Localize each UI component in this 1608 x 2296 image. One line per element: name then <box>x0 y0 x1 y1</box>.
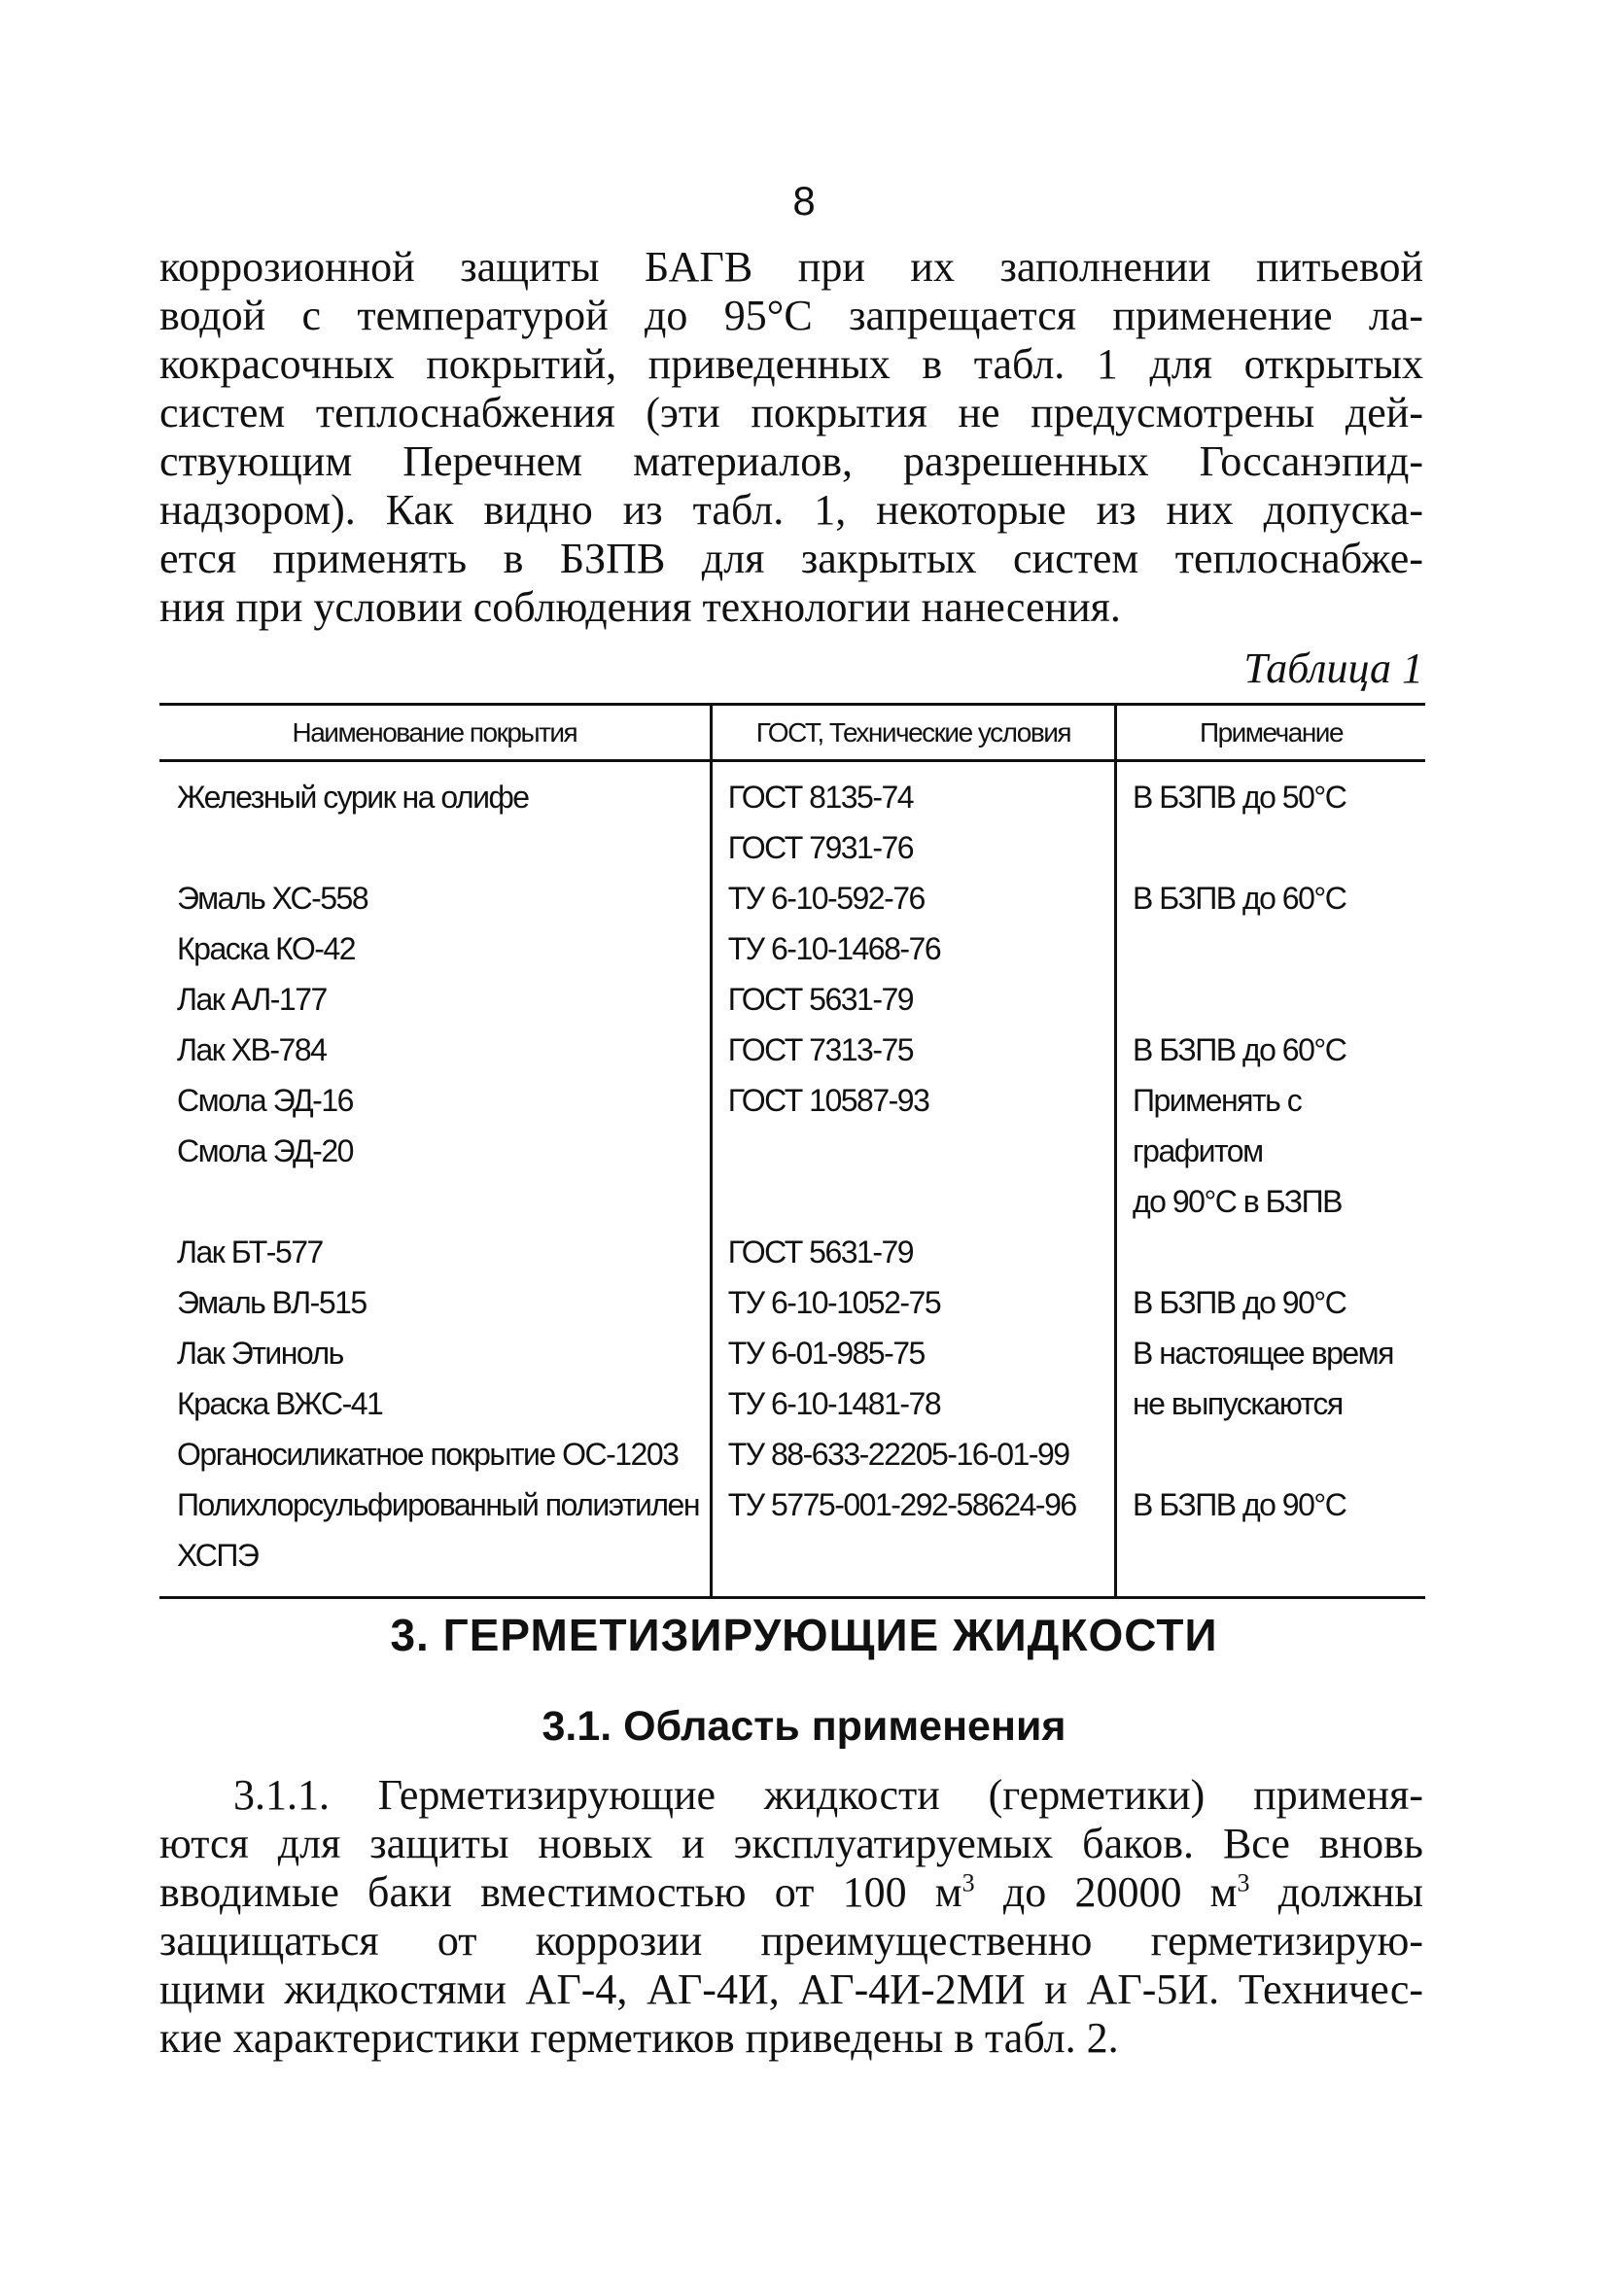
cell-coating-name: Эмаль ВЛ-515 <box>177 1285 367 1320</box>
cell-note <box>1116 978 1426 1028</box>
paragraph-3-1-1 <box>159 1771 1423 2063</box>
text-fragment: вводимые баки вместимостью от 100 м <box>159 1868 962 1916</box>
table-header-row <box>159 705 1425 761</box>
cell-standard: ТУ 6-01-985-75 <box>711 1332 1115 1382</box>
cell-note: В БЗПВ до 50°С <box>1116 761 1426 827</box>
text-fragment: до 20000 м <box>974 1868 1238 1916</box>
intro-line: кокрасочных покрытий, приведенных в табл. 1 для открытых <box>159 340 1423 388</box>
table-row <box>159 1483 1425 1534</box>
cell-standard: ТУ 88-633-22205-16-01-99 <box>711 1433 1115 1483</box>
intro-line: ствующим Перечнем материалов, разрешенных Госсанэпид- <box>159 437 1423 485</box>
cell-note: Применять с <box>1116 1079 1426 1130</box>
cell-standard: ГОСТ 5631-79 <box>711 1231 1115 1281</box>
intro-paragraph <box>159 243 1423 632</box>
cell-standard: ГОСТ 8135-74 <box>711 761 1115 827</box>
cell-coating-name: Лак Этиноль <box>177 1336 343 1371</box>
cell-standard: ГОСТ 5631-79 <box>711 978 1115 1028</box>
cell-standard: ГОСТ 10587-93 <box>711 1079 1115 1130</box>
cell-note <box>1116 1231 1426 1281</box>
table-row <box>159 1433 1425 1483</box>
cell-coating-name: Органосиликатное покрытие ОС-1203 <box>177 1437 679 1472</box>
intro-line: коррозионной защиты БАГВ при их заполнении питьевой <box>159 243 1423 291</box>
table-row <box>159 1079 1425 1130</box>
cell-note <box>1116 927 1426 978</box>
cell-standard: ТУ 6-10-1468-76 <box>711 927 1115 978</box>
cell-coating-name: ХСПЭ <box>177 1538 259 1573</box>
superscript: 3 <box>961 1868 975 1897</box>
table-row <box>159 1028 1425 1079</box>
table-row <box>159 927 1425 978</box>
paragraph-line: щими жидкостями АГ-4, АГ-4И, АГ-4И-2МИ и АГ-5И. Техничес- <box>159 1966 1423 2013</box>
cell-coating-name: Лак ХВ-784 <box>177 1032 327 1067</box>
paragraph-line: 3.1.1. Герметизирующие жидкости (герметики) применя- <box>233 1771 1423 1819</box>
cell-standard <box>711 1180 1115 1231</box>
cell-note: В БЗПВ до 90°С <box>1116 1281 1426 1332</box>
table-row <box>159 826 1425 877</box>
section-heading: 3. ГЕРМЕТИЗИРУЮЩИЕ ЖИДКОСТИ <box>390 1610 1218 1660</box>
intro-line: надзором). Как видно из табл. 1, некоторые из них допуска- <box>159 486 1423 534</box>
cell-standard <box>711 1130 1115 1180</box>
cell-note <box>1116 1433 1426 1483</box>
cell-note: В настоящее время <box>1116 1332 1426 1382</box>
text-fragment: должны <box>1249 1868 1423 1916</box>
table-row <box>159 978 1425 1028</box>
cell-coating-name: Железный сурик на олифе <box>177 780 529 815</box>
cell-standard: ГОСТ 7931-76 <box>711 826 1115 877</box>
cell-note: В БЗПВ до 60°С <box>1116 877 1426 927</box>
table-row <box>159 1231 1425 1281</box>
cell-standard: ТУ 6-10-1481-78 <box>711 1382 1115 1433</box>
paragraph-line: кие характеристики герметиков приведены в табл. 2. <box>159 2014 1119 2062</box>
column-header-coating: Наименование покрытия <box>159 705 711 761</box>
paragraph-line <box>159 1868 1423 1917</box>
intro-line: систем теплоснабжения (эти покрытия не предусмотрены дей- <box>159 389 1423 436</box>
cell-coating-name: Эмаль ХС-558 <box>177 881 368 916</box>
column-header-note: Примечание <box>1116 705 1426 761</box>
cell-coating-name: Смола ЭД-20 <box>177 1133 353 1168</box>
paragraph-line: ются для защиты новых и эксплуатируемых баков. Все вновь <box>159 1820 1423 1867</box>
intro-line: ется применять в БЗПВ для закрытых систем теплоснабже- <box>159 535 1423 582</box>
coatings-table <box>159 703 1425 1599</box>
table-row <box>159 1382 1425 1433</box>
cell-coating-name: Краска ВЖС-41 <box>177 1386 383 1421</box>
subsection-heading: 3.1. Область применения <box>542 1703 1066 1750</box>
cell-standard: ТУ 5775-001-292-58624-96 <box>711 1483 1115 1534</box>
cell-coating-name: Лак АЛ-177 <box>177 982 327 1017</box>
cell-coating-name: Лак БТ-577 <box>177 1235 323 1270</box>
cell-coating-name <box>159 826 711 877</box>
table-row <box>159 1130 1425 1180</box>
page-number: 8 <box>792 178 816 224</box>
table-row <box>159 1281 1425 1332</box>
cell-standard: ТУ 6-10-1052-75 <box>711 1281 1115 1332</box>
cell-standard: ТУ 6-10-592-76 <box>711 877 1115 927</box>
table-body <box>159 761 1425 1598</box>
table-row <box>159 761 1425 827</box>
superscript: 3 <box>1237 1868 1250 1897</box>
cell-standard: ГОСТ 7313-75 <box>711 1028 1115 1079</box>
cell-note: В БЗПВ до 60°С <box>1116 1028 1426 1079</box>
cell-note: графитом <box>1116 1130 1426 1180</box>
cell-note <box>1116 826 1426 877</box>
cell-coating-name: Краска КО-42 <box>177 931 356 966</box>
cell-coating-name <box>159 1180 711 1231</box>
table-caption: Таблица 1 <box>1243 644 1423 692</box>
table-row <box>159 1534 1425 1598</box>
cell-note: не выпускаются <box>1116 1382 1426 1433</box>
cell-coating-name: Смола ЭД-16 <box>177 1083 353 1118</box>
intro-line: водой с температурой до 95°С запрещается применение ла- <box>159 292 1423 339</box>
table-row <box>159 877 1425 927</box>
paragraph-line: защищаться от коррозии преимущественно герметизирую- <box>159 1917 1423 1965</box>
cell-note: В БЗПВ до 90°С <box>1116 1483 1426 1534</box>
column-header-standard: ГОСТ, Технические условия <box>711 705 1115 761</box>
intro-line: ния при условии соблюдения технологии нанесения. <box>159 583 1121 631</box>
table-row <box>159 1180 1425 1231</box>
cell-coating-name: Полихлорсульфированный полиэтилен <box>177 1487 700 1522</box>
cell-standard <box>711 1534 1115 1598</box>
cell-note: до 90°С в БЗПВ <box>1116 1180 1426 1231</box>
table-row <box>159 1332 1425 1382</box>
cell-note <box>1116 1534 1426 1598</box>
